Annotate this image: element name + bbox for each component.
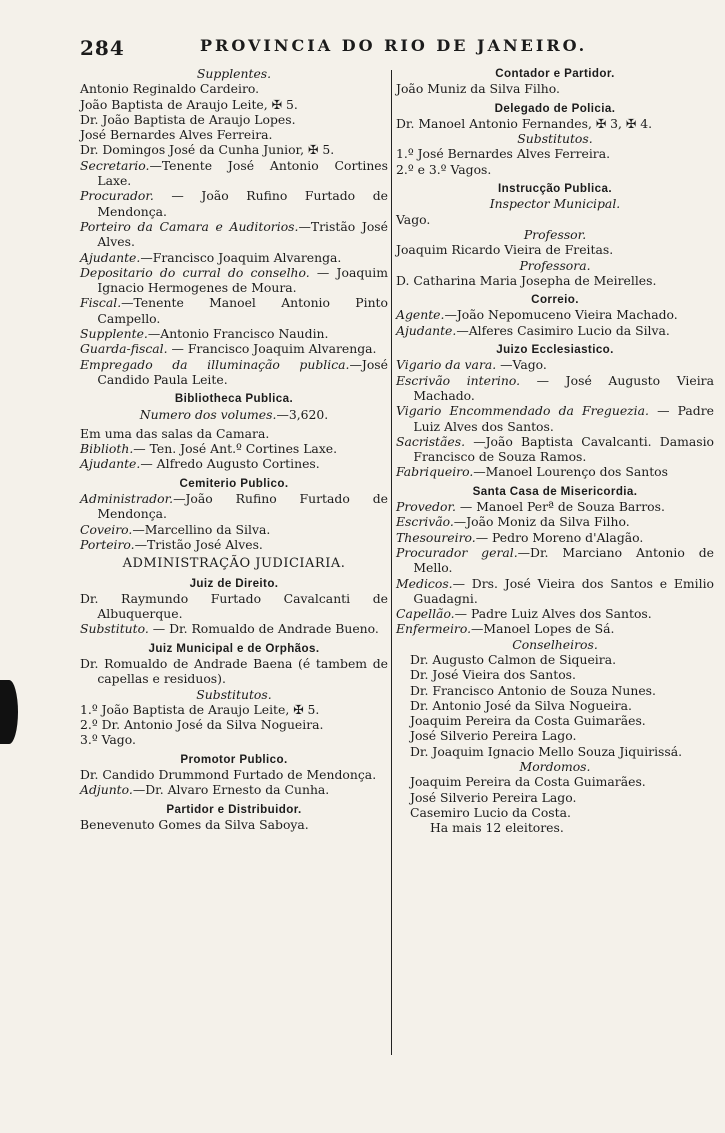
professora-heading: Professora. <box>519 257 591 273</box>
list-item: 1.º José Bernardes Alves Ferreira. <box>396 146 611 162</box>
delegado-substitutos-heading: Substitutos. <box>517 131 593 147</box>
entry-juiz-direito: Dr. Raymundo Furtado Cavalcanti de Albuquerque. <box>80 590 388 622</box>
list-item: Joaquim Pereira da Costa Guimarães. <box>410 774 646 790</box>
entry-provedor: Provedor. — Manoel Perª de Souza Barros. <box>396 499 665 515</box>
entry-fabriqueiro: Fabriqueiro.—Manoel Lourenço dos Santos <box>396 464 669 480</box>
list-item: Dr. José Vieira dos Santos. <box>410 667 576 683</box>
entry-secretario: Secretario.—Tenente José Antonio Cortines Laxe. <box>80 157 388 189</box>
section-heading-promotor: Promotor Publico. <box>180 752 288 766</box>
entry-supplente: Supplente.—Antonio Francisco Naudin. <box>80 326 329 342</box>
entry-agente: Agente.—João Nepomuceno Vieira Machado. <box>396 307 678 323</box>
list-item: Dr. João Baptista de Araujo Lopes. <box>80 111 296 127</box>
entry-delegado: Dr. Manoel Antonio Fernandes, ✠ 3, ✠ 4. <box>396 115 653 131</box>
section-heading-bibliotheca: Bibliotheca Publica. <box>174 392 294 406</box>
list-item: José Silverio Pereira Lago. <box>410 789 577 805</box>
section-heading-administracao: ADMINISTRAÇÃO JUDICIARIA. <box>122 556 346 572</box>
conselheiros-heading: Conselheiros. <box>512 636 598 652</box>
entry-juiz-substituto: Substituto. — Dr. Romualdo de Andrade Bueno. <box>80 621 379 637</box>
entry-capellao: Capellão.— Padre Luiz Alves dos Santos. <box>396 606 652 622</box>
section-heading-correio: Correio. <box>531 293 579 307</box>
left-column <box>80 66 388 832</box>
entry-professora: D. Catharina Maria Josepha de Meirelles. <box>396 272 657 288</box>
entry-sacristaes: Sacristães. —João Baptista Cavalcanti. Damasio Francisco de Souza Ramos. <box>396 433 714 465</box>
list-item: 2.º Dr. Antonio José da Silva Nogueira. <box>80 717 324 733</box>
entry-professor: Joaquim Ricardo Vieira de Freitas. <box>396 242 614 258</box>
entry-adjunto: Adjunto.—Dr. Alvaro Ernesto da Cunha. <box>80 782 330 798</box>
section-heading-cemiterio: Cemiterio Publico. <box>179 476 289 490</box>
section-heading-misericordia: Santa Casa de Misericordia. <box>472 484 638 498</box>
entry-enfermeiro: Enfermeiro.—Manoel Lopes de Sá. <box>396 621 615 637</box>
entry-correio-ajudante: Ajudante.—Alferes Casimiro Lucio da Silva. <box>396 322 670 338</box>
list-item: Antonio Reginaldo Cardeiro. <box>80 81 260 97</box>
section-heading-juiz-direito: Juiz de Direito. <box>189 576 279 590</box>
list-item: Dr. Francisco Antonio de Souza Nunes. <box>410 682 656 698</box>
list-item: Dr. Domingos José da Cunha Junior, ✠ 5. <box>80 142 335 158</box>
substitutos-heading: Substitutos. <box>196 686 272 702</box>
entry-escrivao-misericordia: Escrivão.—João Moniz da Silva Filho. <box>396 514 630 530</box>
section-heading-contador: Contador e Partidor. <box>495 67 615 80</box>
entry-procurador: Procurador. — João Rufino Furtado de Mendonça. <box>80 188 388 219</box>
entry-fiscal: Fiscal.—Tenente Manoel Antonio Pinto Campello. <box>80 295 388 326</box>
entry-porteiro: Porteiro da Camara e Auditorios.—Tristão José Alves. <box>80 218 388 250</box>
section-heading-juiz-municipal: Juiz Municipal e de Orphãos. <box>148 641 320 655</box>
list-item: João Baptista de Araujo Leite, ✠ 5. <box>80 96 298 112</box>
column-divider <box>391 70 392 1055</box>
entry-medicos: Medicos.— Drs. José Vieira dos Santos e Emilio Guadagni. <box>396 575 714 606</box>
entry-biblio-ajudante: Ajudante.— Alfredo Augusto Cortines. <box>80 456 320 472</box>
entry-depositario: Depositario do curral do conselho. — Joaquim Ignacio Hermogenes de Moura. <box>80 264 388 296</box>
entry-empregado: Empregado da illuminação publica.—José Candido Paula Leite. <box>80 356 388 387</box>
list-item: 3.º Vago. <box>80 732 136 748</box>
list-item: Dr. Augusto Calmon de Siqueira. <box>410 651 617 667</box>
supplentes-heading: Supplentes. <box>196 66 272 81</box>
list-item: Joaquim Pereira da Costa Guimarães. <box>410 713 646 729</box>
list-item: José Silverio Pereira Lago. <box>410 728 577 744</box>
list-item: Ha mais 12 eleitores. <box>430 820 564 836</box>
inspector-heading: Inspector Municipal. <box>489 196 621 212</box>
entry-juiz-municipal: Dr. Romualdo de Andrade Baena (é tambem de capellas e residuos). <box>80 655 388 687</box>
professor-heading: Professor. <box>523 226 587 242</box>
entry-contador: João Muniz da Silva Filho. <box>396 81 560 97</box>
list-item: 1.º João Baptista de Araujo Leite, ✠ 5. <box>80 701 320 717</box>
page-number: 284 <box>80 36 125 60</box>
mordomos-heading: Mordomos. <box>519 759 591 775</box>
entry-ajudante: Ajudante.—Francisco Joaquim Alvarenga. <box>80 249 342 265</box>
entry-vigario: Vigario da vara. —Vago. <box>396 357 547 373</box>
entry-bibliothecario: Biblioth.— Ten. José Ant.º Cortines Laxe. <box>80 441 338 457</box>
entry-thesoureiro: Thesoureiro.— Pedro Moreno d'Alagão. <box>396 529 644 545</box>
entry-administrador: Administrador.—João Rufino Furtado de Mendonça. <box>80 491 388 522</box>
entry-promotor: Dr. Candido Drummond Furtado de Mendonça. <box>80 767 377 783</box>
entry-vigario-encommendado: Vigario Encommendado da Freguezia. — Padre Luiz Alves dos Santos. <box>396 403 714 434</box>
list-item: José Bernardes Alves Ferreira. <box>80 127 273 143</box>
section-heading-delegado: Delegado de Policia. <box>494 101 616 115</box>
section-heading-instrucao: Instrucção Publica. <box>498 182 612 196</box>
entry-coveiro: Coveiro.—Marcellino da Silva. <box>80 521 271 537</box>
entry-procurador-geral: Procurador geral.—Dr. Marciano Antonio de Mello. <box>396 544 714 576</box>
list-item: Dr. Antonio José da Silva Nogueira. <box>410 697 632 713</box>
list-item: Casemiro Lucio da Costa. <box>410 804 571 820</box>
entry-escrivao: Escrivão interino. — José Augusto Vieira Machado. <box>396 372 714 403</box>
entry-inspector: Vago. <box>396 211 431 227</box>
entry-volumes: Numero dos volumes.—3,620. <box>139 406 329 422</box>
binding-blot <box>0 680 18 744</box>
list-item: 2.º e 3.º Vagos. <box>396 161 492 177</box>
running-title: PROVINCIA DO RIO DE JANEIRO. <box>200 36 588 55</box>
section-heading-partidor: Partidor e Distribuidor. <box>166 802 302 816</box>
entry-partidor: Benevenuto Gomes da Silva Saboya. <box>80 816 309 832</box>
entry-guarda-fiscal: Guarda-fiscal. — Francisco Joaquim Alvarenga. <box>80 341 377 357</box>
section-heading-ecclesiastico: Juizo Ecclesiastico. <box>496 343 614 357</box>
entry-sala: Em uma das salas da Camara. <box>80 425 270 441</box>
list-item: Dr. Joaquim Ignacio Mello Souza Jiquirissá. <box>410 743 683 759</box>
entry-porteiro-cemiterio: Porteiro.—Tristão José Alves. <box>80 536 263 552</box>
right-column <box>396 66 714 836</box>
